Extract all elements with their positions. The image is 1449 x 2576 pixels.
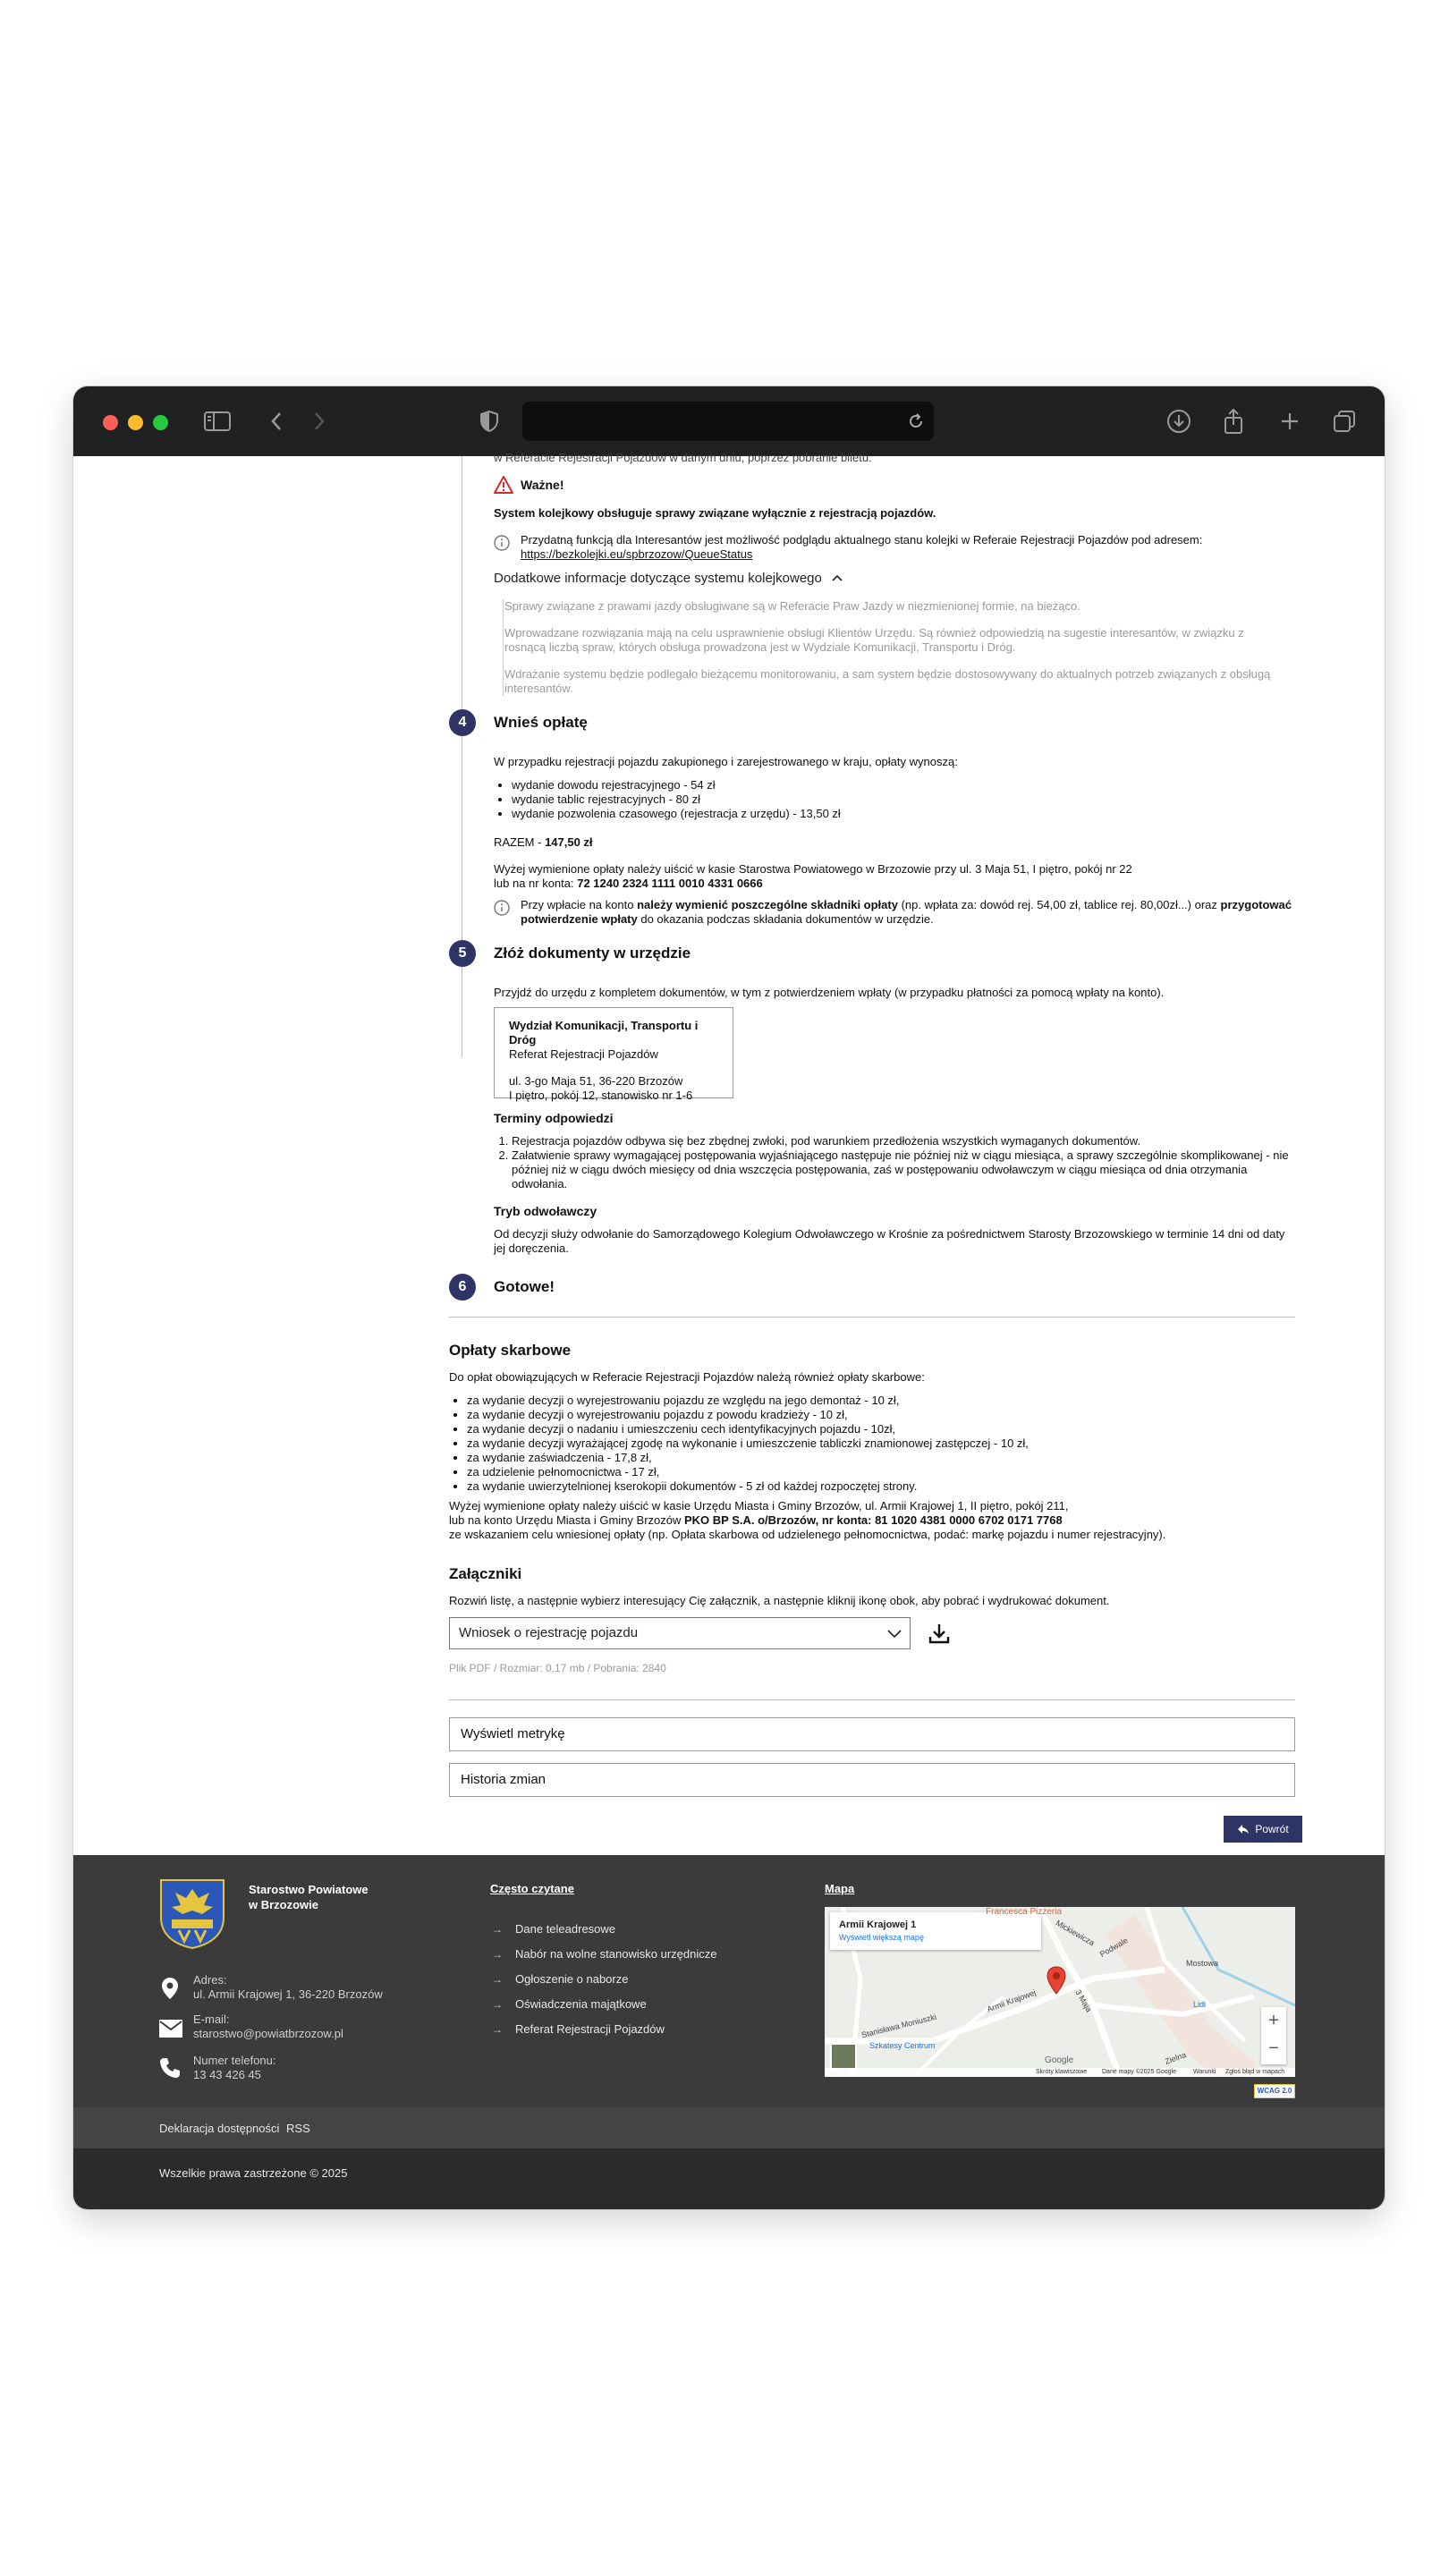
- expanded-para-3: Wdrażanie systemu będzie podlegało bieżącemu monitorowaniu, a sam system będzie dostosowywany do aktualnych potrzeb związanych z obsługą interesantów.: [504, 667, 1271, 695]
- step-5-badge: 5: [449, 940, 476, 967]
- info-icon: [494, 900, 510, 920]
- attachment-meta: Plik PDF / Rozmiar: 0.17 mb / Pobrania: 2840: [449, 1662, 666, 1674]
- reload-icon[interactable]: [907, 412, 925, 430]
- map-label-lidl: Lidl: [1193, 2000, 1207, 2009]
- attachments-intro: Rozwiń listę, a następnie wybierz interesujący Cię załącznik, a następnie kliknij ikonę obok, aby pobrać i wydrukować dokument.: [449, 1594, 1110, 1607]
- office-addr1: ul. 3-go Maja 51, 36-220 Brzozów: [509, 1074, 683, 1088]
- forward-icon[interactable]: [304, 406, 335, 436]
- list-item: • za udzielenie pełnomocnictwa - 17 zł,: [467, 1465, 1295, 1479]
- arrow-right-icon: →: [492, 2023, 503, 2036]
- list-item: • za wydanie decyzji o wyrejestrowaniu pojazdu z powodu kradzieży - 10 zł,: [467, 1408, 1295, 1422]
- close-window-button[interactable]: [103, 415, 118, 430]
- zoom-in-icon[interactable]: +: [1268, 2011, 1279, 2030]
- browser-window: [73, 386, 1385, 2209]
- expanded-para-2: Wprowadzane rozwiązania mają na celu usprawnienie obsługi Klientów Urzędu. Są również odpowiedzią na sugestie interesantów, w związku z rosnącą liczbą spraw, których obsługa prowadzona jest w Wydziale Komunikacji, Transportu i Dróg.: [504, 626, 1244, 654]
- list-item: 1. Rejestracja pojazdów odbywa się bez zbędnej zwłoki, pod warunkiem przedłożenia wszystkich wymaganych dokumentów.: [512, 1134, 1295, 1148]
- attachment-select[interactable]: Wniosek o rejestrację pojazdu: [449, 1617, 911, 1649]
- notice-info: Przydatną funkcją dla Interesantów jest możliwość podglądu aktualnego stanu kolejki w Referaie Rejestracji Pojazdów pod adresem: https://bezkolejki.eu/spbrzozow/QueueStatus: [521, 533, 1203, 561]
- expanded-para-1: Sprawy związane z prawami jazdy obsługiwane są w Referacie Praw Jazdy w niezmienionej formie, na bieżąco.: [504, 599, 1080, 613]
- location-pin-icon: [161, 1977, 179, 2004]
- arrow-right-icon: →: [492, 1948, 503, 1961]
- map-pin-icon: [1046, 1966, 1066, 1999]
- notice-bold-text: System kolejkowy obsługuje sprawy związane wyłącznie z rejestracją pojazdów.: [494, 506, 936, 520]
- office-addr2: I piętro, pokój 12, stanowisko nr 1-6: [509, 1089, 693, 1102]
- footer-bottom-links: [159, 2122, 310, 2135]
- map-label-pizzeria: Francesca Pizzeria: [986, 1907, 1063, 1917]
- download-attachment-icon[interactable]: [927, 1621, 952, 1650]
- payment-hint: Przy wpłacie na konto należy wymienić poszczególne składniki opłaty (np. wpłata za: dowód rej. 54,00 zł, tablice rej. 80,00zł...) oraz przygotować potwierdzenie wpłaty do okazania podczas składania dokumentów w urzędzie.: [521, 898, 1292, 926]
- notice-title: Ważne!: [521, 478, 564, 492]
- popular-link-4[interactable]: → Oświadczenia majątkowe: [492, 1997, 647, 2011]
- zoom-out-icon[interactable]: −: [1268, 2038, 1279, 2058]
- back-icon[interactable]: [261, 406, 292, 436]
- download-icon[interactable]: [1164, 406, 1194, 436]
- attachments-title: Załączniki: [449, 1565, 522, 1582]
- accessibility-link[interactable]: Deklaracja dostępności: [159, 2122, 280, 2135]
- map-larger-link[interactable]: Wyświetl większą mapę: [839, 1933, 924, 1942]
- list-item: • za wydanie decyzji o nadaniu i umieszczeniu cech identyfikacyjnych pojazdu - 10zł,: [467, 1422, 1295, 1436]
- appeal-text: Od decyzji służy odwołanie do Samorządowego Kolegium Odwoławczego w Krośnie za pośrednictwem Starosty Brzozowskiego w terminie 14 dni od daty jej doręczenia.: [494, 1227, 1285, 1255]
- popular-link-5[interactable]: → Referat Rejestracji Pojazdów: [492, 2022, 665, 2036]
- map-attribution: Skróty klawiszowe Dane mapy ©2025 Google Warunki Zgłoś błąd w mapach: [825, 2068, 1295, 2077]
- divider: [449, 1317, 1295, 1318]
- expanded-border: [503, 599, 504, 696]
- footer-email[interactable]: E-mail: starostwo@powiatbrzozow.pl: [193, 2012, 343, 2040]
- reply-arrow-icon: [1237, 1824, 1250, 1835]
- footer-links-bar: [73, 2107, 1385, 2148]
- office-name: Wydział Komunikacji, Transportu i Dróg: [509, 1019, 699, 1046]
- popular-link-2[interactable]: → Nabór na wolne stanowisko urzędnicze: [492, 1947, 717, 1961]
- back-button[interactable]: Powrót: [1224, 1816, 1302, 1843]
- account-number: 72 1240 2324 1111 0010 4331 0666: [577, 877, 763, 890]
- share-icon[interactable]: [1218, 406, 1249, 436]
- map-embed[interactable]: [825, 1907, 1295, 2077]
- minimize-window-button[interactable]: [128, 415, 143, 430]
- stamp-fees-payment: Wyżej wymienione opłaty należy uiścić w kasie Urzędu Miasta i Gminy Brzozów, ul. Armii Krajowej 1, II piętro, pokój 211, lub na konto Urzędu Miasta i Gminy Brzozów PKO BP S.A. o/Brzozów, nr konta: 81 1020 4381 0000 6702 0171 7768 ze wskazaniem celu wniesionej opłaty (np. Opłata skarbowa od udzielenego pełnomocnictwa, podać: markę pojazdu i numer rejestracyjny).: [449, 1499, 1166, 1541]
- map-label-podwale: Podwale: [1097, 1936, 1130, 1959]
- step-6-badge: 6: [449, 1274, 476, 1301]
- phone-icon: [159, 2057, 181, 2083]
- fees-list: [494, 778, 841, 821]
- stamp-fees-title: Opłaty skarbowe: [449, 1342, 572, 1359]
- list-item: 2. Załatwienie sprawy wymagającej postępowania wyjaśniającego następuje nie później niż w ciągu miesiąca, a sprawy szczególnie skomplikowanej - nie później niż w ciągu dwóch miesięcy od dnia wszczęcia postępowania, zaś w postępowaniu odwoławczym w ciągu miesiąca od dnia otrzymania odwołania.: [512, 1148, 1295, 1191]
- step-5-intro: Przyjdź do urzędu z kompletem dokumentów, w tym z potwierdzeniem wpłaty (w przypadku płatności za pomocą wpłaty na konto).: [494, 986, 1165, 999]
- sidebar-toggle-icon[interactable]: [202, 406, 233, 436]
- mail-icon: [159, 2020, 182, 2042]
- map-label-mickiewicza: Mickiewicza: [1054, 1918, 1097, 1948]
- list-item: • wydanie pozwolenia czasowego (rejestracja z urzędu) - 13,50 zł: [512, 807, 841, 821]
- list-item: • za wydanie zaświadczenia - 17,8 zł,: [467, 1451, 1295, 1465]
- office-box: [494, 1007, 733, 1102]
- coat-of-arms-logo[interactable]: [159, 1878, 225, 1954]
- step-4-badge: 4: [449, 709, 476, 736]
- google-logo: Google: [1045, 2055, 1074, 2065]
- show-metric-button[interactable]: Wyświetl metrykę: [449, 1717, 1295, 1751]
- list-item: • za wydanie decyzji wyrażającej zgodę na wykonanie i umieszczenie tabliczki znamionowej zastępczej - 10 zł,: [467, 1436, 1295, 1451]
- arrow-right-icon: →: [492, 1923, 503, 1936]
- map-info-card: [830, 1912, 1041, 1950]
- footer-phone[interactable]: Numer telefonu: 13 43 426 45: [193, 2054, 276, 2081]
- maximize-window-button[interactable]: [153, 415, 168, 430]
- map-zoom-controls: [1261, 2007, 1286, 2064]
- address-bar[interactable]: [522, 402, 934, 441]
- terms-list: [494, 1134, 1295, 1191]
- stamp-fees-intro: Do opłat obowiązujących w Referacie Rejestracji Pojazdów należą również opłaty skarbowe:: [449, 1370, 925, 1384]
- list-item: • za wydanie decyzji o wyrejestrowaniu pojazdu ze względu na jego demontaż - 10 zł,: [467, 1394, 1295, 1408]
- popular-link-1[interactable]: → Dane teleadresowe: [492, 1922, 616, 1936]
- footer-address: Adres: ul. Armii Krajowej 1, 36-220 Brzozów: [193, 1973, 383, 2001]
- queue-info-expander[interactable]: Dodatkowe informacje dotyczące systemu kolejkowego: [494, 571, 843, 586]
- warning-icon: [494, 476, 513, 498]
- map-label-mostowa: Mostowa: [1186, 1959, 1219, 1968]
- office-sub: Referat Rejestracji Pojazdów: [509, 1047, 658, 1061]
- arrow-right-icon: →: [492, 1973, 503, 1986]
- queue-status-link[interactable]: https://bezkolejki.eu/spbrzozow/QueueStatus: [521, 547, 753, 561]
- arrow-right-icon: →: [492, 1998, 503, 2011]
- step-4-title: Wnieś opłatę: [494, 714, 588, 731]
- popular-links: [492, 1921, 716, 2046]
- map-label-3-maja: 3 Maja: [1073, 1987, 1094, 2014]
- map-label-zielna: Zielna: [1164, 2050, 1188, 2066]
- site-footer: [73, 1855, 1385, 2107]
- step-5-title: Złóż dokumenty w urzędzie: [494, 945, 691, 962]
- popular-title: Często czytane: [490, 1882, 574, 1895]
- browser-toolbar: [73, 386, 1385, 456]
- wcag-badge[interactable]: WCAG 2.0: [1254, 2084, 1295, 2098]
- page-content: [73, 451, 1385, 2209]
- privacy-shield-icon[interactable]: [474, 406, 504, 436]
- map-label-centrum: Szkatesy Centrum: [869, 2041, 936, 2050]
- tab-overview-icon[interactable]: [1329, 406, 1360, 436]
- chevron-up-icon: [831, 573, 843, 582]
- step-6-title: Gotowe!: [494, 1278, 555, 1295]
- payment-info: Wyżej wymienione opłaty należy uiścić w kasie Starostwa Powiatowego w Brzozowie przy ul. 3 Maja 51, I piętro, pokój nr 22 lub na nr konta: 72 1240 2324 1111 0010 4331 0666: [494, 862, 1132, 890]
- terms-title: Terminy odpowiedzi: [494, 1111, 614, 1125]
- list-item: • wydanie dowodu rejestracyjnego - 54 zł: [512, 778, 841, 792]
- copyright-bar: [73, 2148, 1385, 2209]
- info-icon: [494, 535, 510, 555]
- map-label-moniuszki: Stanisława Moniuszki: [860, 2012, 937, 2040]
- rss-link[interactable]: RSS: [286, 2122, 310, 2135]
- satellite-toggle[interactable]: [830, 2043, 857, 2070]
- popular-link-3[interactable]: → Ogłoszenie o naborze: [492, 1972, 629, 1986]
- copyright: Wszelkie prawa zastrzeżone © 2025: [159, 2166, 348, 2180]
- list-item: • wydanie tablic rejestracyjnych - 80 zł: [512, 792, 841, 807]
- partial-text: w Referacie Rejestracji Pojazdów w danym dniu, poprzez pobranie biletu.: [494, 451, 872, 464]
- list-item: • za wydanie uwierzytelnionej kserokopii dokumentów - 5 zł od każdej rozpoczętej strony.: [467, 1479, 1295, 1494]
- fees-total: RAZEM - 147,50 zł: [494, 835, 593, 849]
- appeal-title: Tryb odwoławczy: [494, 1204, 597, 1218]
- divider: [449, 1699, 1295, 1700]
- step-4-intro: W przypadku rejestracji pojazdu zakupionego i zarejestrowanego w kraju, opłaty wynoszą:: [494, 755, 958, 768]
- map-label-armii: Armii Krajowej: [986, 1987, 1038, 2014]
- stamp-fees-list: [449, 1394, 1295, 1494]
- chevron-down-icon: [886, 1629, 902, 1640]
- map-title: Mapa: [825, 1882, 855, 1895]
- change-history-button[interactable]: Historia zmian: [449, 1763, 1295, 1797]
- map-card-title: Armii Krajowej 1: [839, 1919, 917, 1930]
- new-tab-icon[interactable]: [1275, 406, 1305, 436]
- org-name: Starostwo Powiatowe w Brzozowie: [249, 1883, 369, 1911]
